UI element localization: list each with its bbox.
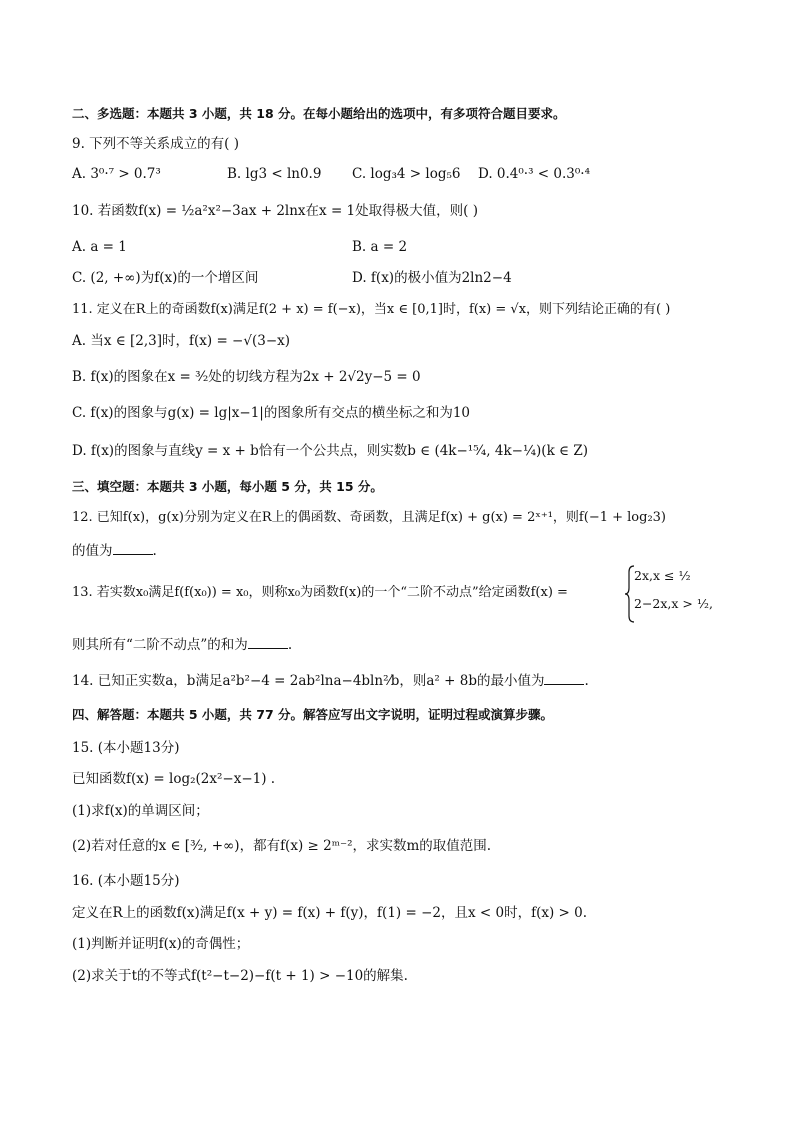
q13-piecewise (624, 564, 734, 624)
q13-answer-prefix: 则其所有“二阶不动点”的和为 (72, 637, 248, 653)
q10-option-b: B. a = 2 (352, 239, 408, 255)
q9-option-c: C. log₃4 > log₅6 (352, 166, 461, 182)
q11-option-c: C. f(x)的图象与g(x) = lg|x−1|的图象所有交点的横坐标之和为10 (72, 405, 471, 421)
q10-option-c: C. (2, +∞)为f(x)的一个增区间 (72, 270, 259, 286)
q13-case2: 2−2x,x > ½, (634, 596, 713, 611)
q9-option-a: A. 3⁰·⁷ > 0.7³ (72, 166, 161, 182)
q10-option-a: A. a = 1 (72, 239, 127, 255)
q10-option-d: D. f(x)的极小值为2ln2−4 (352, 270, 512, 286)
q11-stem: 11. 定义在R上的奇函数f(x)满足f(2 + x) = f(−x)，当x ∈ [0,1]时，f(x) = √x，则下列结论正确的有( ) (72, 302, 671, 317)
q16-given: 定义在R上的函数f(x)满足f(x + y) = f(x) + f(y)，f(1) = −2，且x < 0时，f(x) > 0. (72, 905, 587, 921)
q12-answer-suffix: . (152, 543, 157, 559)
q13-case1: 2x,x ≤ ½ (634, 568, 691, 583)
q12-answer-blank (113, 540, 153, 555)
q11-option-a: A. 当x ∈ [2,3]时，f(x) = −√(3−x) (72, 333, 291, 349)
q13-answer-suffix: . (287, 637, 293, 653)
q16-title: 16. (本小题15分) (72, 873, 180, 889)
q13-line1: 13. 若实数x₀满足f(f(x₀)) = x₀，则称x₀为函数f(x)的一个“二阶不动点”给定函数f(x) = (72, 585, 568, 600)
q13-line2 (72, 634, 292, 655)
q16-part2: (2)求关于t的不等式f(t²−t−2)−f(t + 1) > −10的解集. (72, 968, 408, 984)
q14-answer-suffix: . (584, 673, 589, 689)
q11-option-d: D. f(x)的图象与直线y = x + b恰有一个公共点，则实数b ∈ (4k−¹⁵⁄₄, 4k−¼)(k ∈ Z) (72, 443, 588, 459)
q14-stem: 14. 已知正实数a，b满足a²b²−4 = 2ab²lna−4bln²⁄b，则a² + 8b的最小值为 (72, 673, 545, 689)
q12-line2 (72, 540, 157, 561)
q9-option-b: B. lg3 < ln0.9 (227, 166, 322, 182)
q9-option-d: D. 0.4⁰·³ < 0.3⁰·⁴ (478, 166, 590, 182)
q16-part1: (1)判断并证明f(x)的奇偶性； (72, 936, 250, 952)
q14-answer-blank (544, 670, 584, 685)
q9-stem: 9. 下列不等关系成立的有( ) (72, 136, 239, 152)
q13-answer-blank (248, 634, 288, 649)
q15-given: 已知函数f(x) = log₂(2x²−x−1) . (72, 771, 276, 787)
section2-header: 二、多选题：本题共 3 小题，共 18 分。在每小题给出的选项中，有多项符合题目要求。 (72, 106, 566, 121)
q15-part1: (1)求f(x)的单调区间； (72, 803, 209, 819)
q11-option-b: B. f(x)的图象在x = ³⁄₂处的切线方程为2x + 2√2y−5 = 0 (72, 369, 421, 385)
q10-stem: 10. 若函数f(x) = ½a²x²−3ax + 2lnx在x = 1处取得极大值，则( ) (72, 203, 478, 219)
section3-header: 三、填空题：本题共 3 小题，每小题 5 分，共 15 分。 (72, 479, 383, 494)
q15-part2: (2)若对任意的x ∈ [³⁄₂, +∞)，都有f(x) ≥ 2ᵐ⁻²，求实数m的取值范围. (72, 838, 492, 854)
q15-title: 15. (本小题13分) (72, 740, 180, 756)
q12-line1: 12. 已知f(x)，g(x)分别为定义在R上的偶函数、奇函数，且满足f(x) + g(x) = 2ˣ⁺¹，则f(−1 + log₂3) (72, 510, 666, 525)
q12-answer-prefix: 的值为 (72, 543, 113, 559)
section4-header: 四、解答题：本题共 5 小题，共 77 分。解答应写出文字说明，证明过程或演算步骤。 (72, 707, 554, 722)
q14-line (72, 670, 589, 691)
